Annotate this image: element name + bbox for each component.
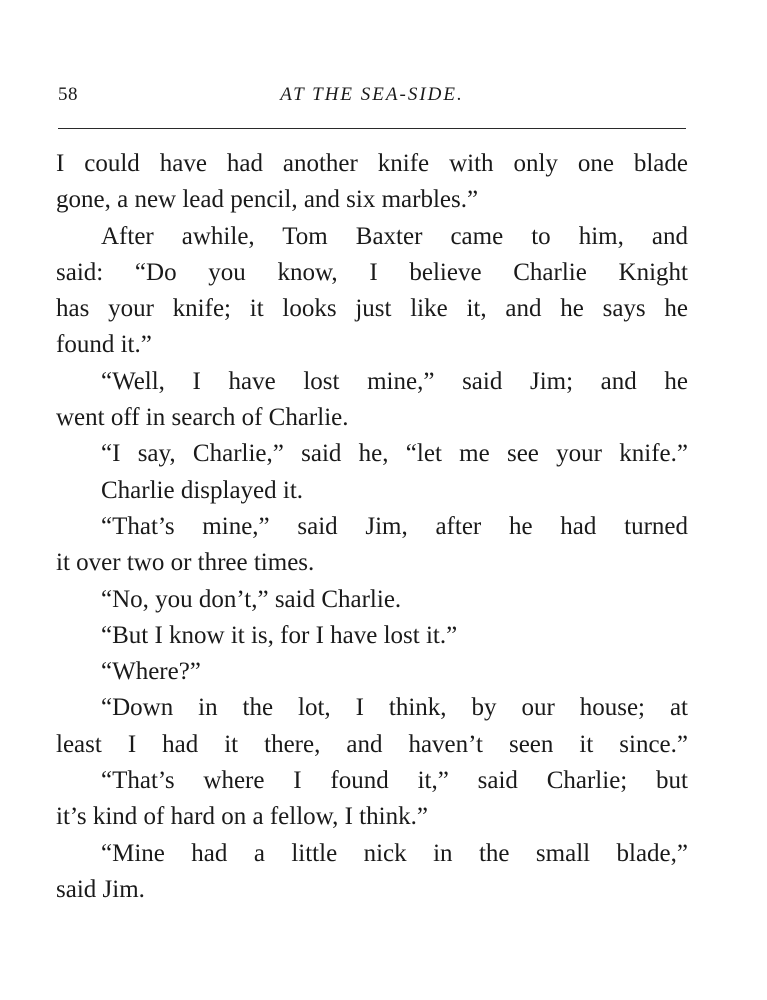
text-line: it’s kind of hard on a fellow, I think.” <box>56 803 428 831</box>
text-line: it over two or three times. <box>56 549 315 577</box>
text-line: went off in search of Charlie. <box>56 404 349 432</box>
page-number: 58 <box>58 84 78 105</box>
text-line: “That’s where I found it,” said Charlie; but <box>101 767 688 795</box>
header-rule <box>58 128 686 129</box>
text-line: “No, you don’t,” said Charlie. <box>101 585 402 613</box>
page-header <box>58 84 686 114</box>
running-title: AT THE SEA-SIDE. <box>280 84 464 105</box>
text-line: Charlie displayed it. <box>101 476 304 504</box>
text-line: I could have had another knife with only one blade <box>56 150 688 177</box>
text-line: “Mine had a little nick in the small blade,” <box>101 839 688 867</box>
body-text <box>56 146 688 908</box>
text-line: said Jim. <box>56 875 145 903</box>
text-line: “Well, I have lost mine,” said Jim; and he <box>101 367 688 395</box>
text-line: said: “Do you know, I believe Charlie Knight <box>56 258 688 286</box>
text-line: “Down in the lot, I think, by our house; at <box>101 694 688 722</box>
text-line: After awhile, Tom Baxter came to him, and <box>101 222 688 250</box>
text-line: has your knife; it looks just like it, and he says he <box>56 295 688 323</box>
text-line: “Where?” <box>101 658 201 686</box>
text-line: least I had it there, and haven’t seen it since.” <box>56 730 688 758</box>
text-line: “But I know it is, for I have lost it.” <box>101 621 458 649</box>
text-line: found it.” <box>56 331 152 359</box>
text-line: gone, a new lead pencil, and six marbles.” <box>56 186 479 214</box>
text-line: “I say, Charlie,” said he, “let me see your knife.” <box>101 440 688 468</box>
text-line: “That’s mine,” said Jim, after he had turned <box>101 512 688 540</box>
